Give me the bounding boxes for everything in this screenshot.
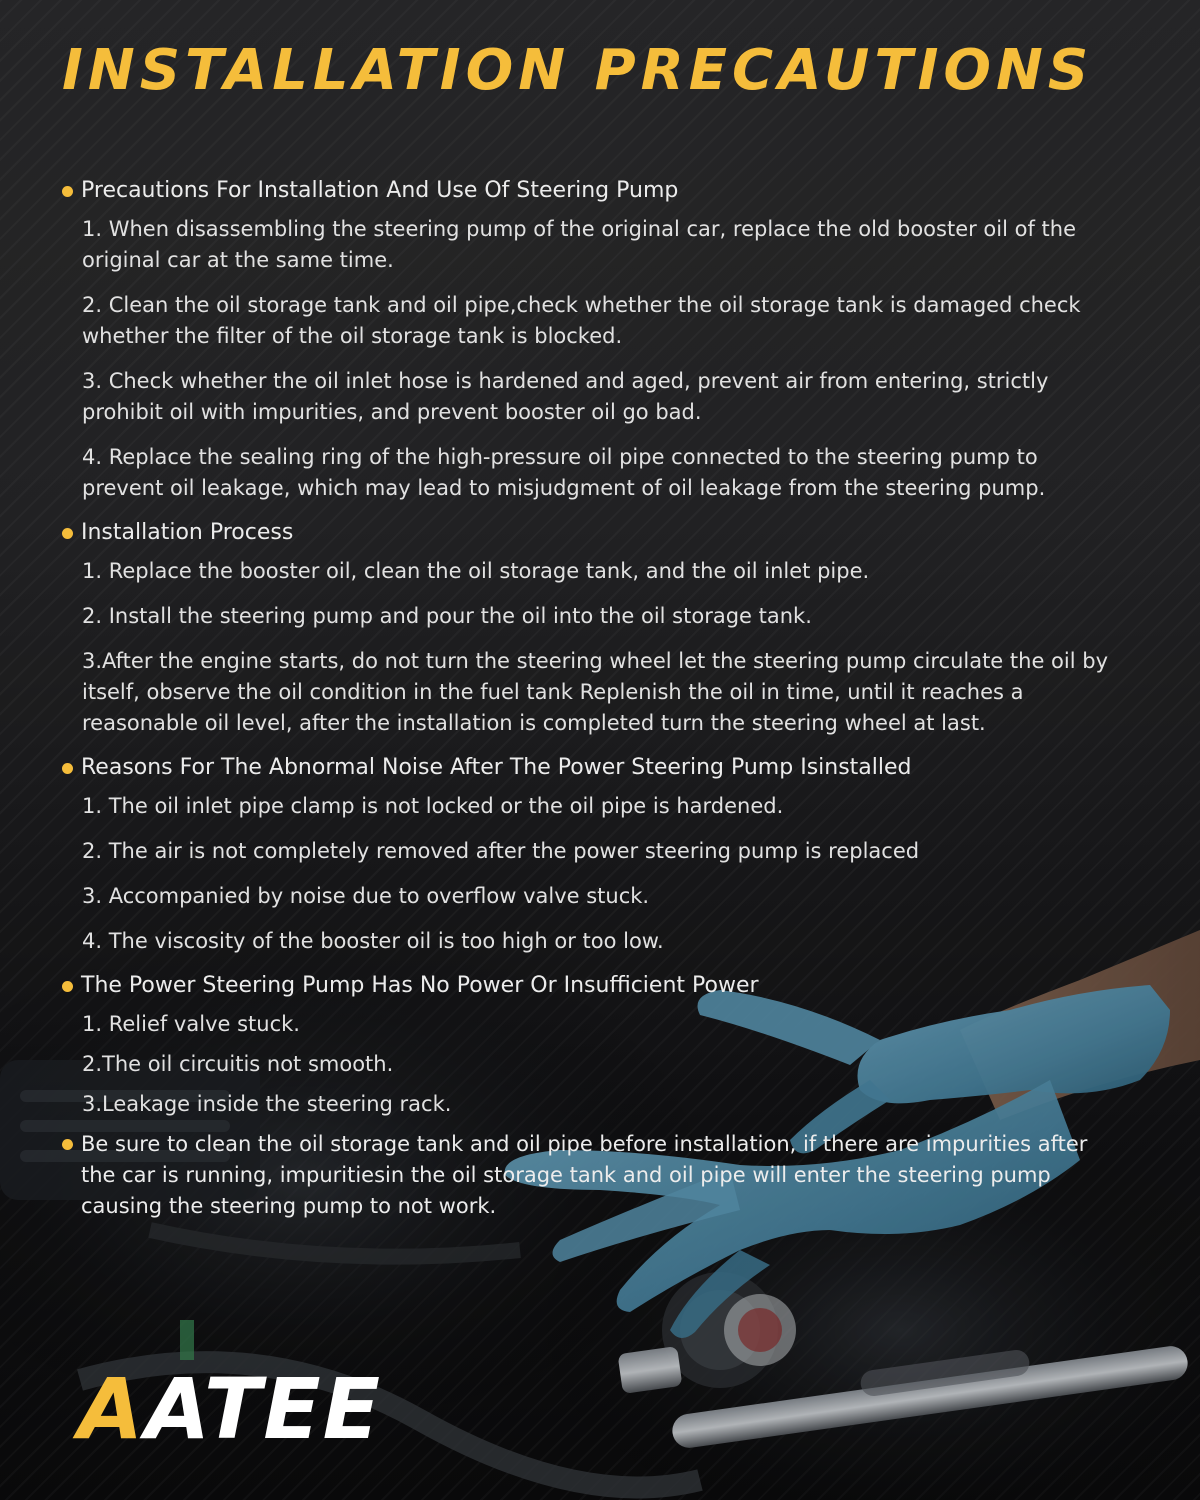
section-steering-pump-precautions: [62, 176, 1122, 504]
bullet-dot-icon: [62, 186, 73, 197]
bullet-dot-icon: [62, 1139, 73, 1150]
cleaning-note: [62, 1129, 1122, 1222]
bullet-dot-icon: [62, 528, 73, 539]
list-item: 1. The oil inlet pipe clamp is not locked or the oil pipe is hardened.: [82, 794, 784, 818]
brand-logo-first-letter: A: [78, 1360, 146, 1458]
brand-logo-rest: ATEE: [145, 1360, 383, 1458]
list-item: 2. The air is not completely removed after the power steering pump is replaced: [82, 839, 920, 863]
section-installation-process: [62, 518, 1122, 739]
section-heading: [62, 753, 1122, 783]
list-item: 1. When disassembling the steering pump of the original car, replace the old booster oil of the original car at the same time.: [82, 217, 1076, 272]
section-heading: [62, 518, 1122, 548]
section-heading-text: Precautions For Installation And Use Of Steering Pump: [81, 178, 679, 203]
list-item: 1. Relief valve stuck.: [82, 1012, 300, 1036]
section-heading: [62, 971, 1122, 1001]
bullet-dot-icon: [62, 981, 73, 992]
section-heading-text: Reasons For The Abnormal Noise After The Power Steering Pump Isinstalled: [81, 755, 912, 780]
list-item: 4. The viscosity of the booster oil is too high or too low.: [82, 929, 664, 953]
section-abnormal-noise: [62, 753, 1122, 957]
list-item: 2. Install the steering pump and pour the oil into the oil storage tank.: [82, 604, 812, 628]
list-item: 1. Replace the booster oil, clean the oil storage tank, and the oil inlet pipe.: [82, 559, 870, 583]
cleaning-note-text: Be sure to clean the oil storage tank and oil pipe before installation, if there are impurities after the car is running, impuritiesin the oil storage tank and oil pipe will enter the steering pump causing the steering pump to not work.: [81, 1132, 1088, 1218]
precautions-content: [62, 176, 1122, 1230]
list-item: 4. Replace the sealing ring of the high-pressure oil pipe connected to the steering pump to prevent oil leakage, which may lead to misjudgment of oil leakage from the steering pump.: [82, 445, 1046, 500]
list-item: 3.After the engine starts, do not turn the steering wheel let the steering pump circulate the oil by itself, observe the oil condition in the fuel tank Replenish the oil in time, until it reaches a reasonable oil level, after the installation is completed turn the steering wheel at last.: [82, 649, 1108, 735]
section-heading-text: Installation Process: [81, 520, 294, 545]
page-title: INSTALLATION PRECAUTIONS: [62, 38, 1094, 103]
section-cleaning-note: [62, 1129, 1122, 1222]
list-item: 3. Accompanied by noise due to overflow valve stuck.: [82, 884, 650, 908]
bullet-dot-icon: [62, 763, 73, 774]
list-item: 3.Leakage inside the steering rack.: [82, 1092, 452, 1116]
brand-logo: [78, 1360, 382, 1458]
section-heading: [62, 176, 1122, 206]
section-insufficient-power: [62, 971, 1122, 1120]
list-item: 3. Check whether the oil inlet hose is hardened and aged, prevent air from entering, strictly prohibit oil with impurities, and prevent booster oil go bad.: [82, 369, 1049, 424]
section-heading-text: The Power Steering Pump Has No Power Or Insufficient Power: [81, 973, 759, 998]
list-item: 2.The oil circuitis not smooth.: [82, 1052, 394, 1076]
list-item: 2. Clean the oil storage tank and oil pipe,check whether the oil storage tank is damaged check whether the filter of the oil storage tank is blocked.: [82, 293, 1081, 348]
